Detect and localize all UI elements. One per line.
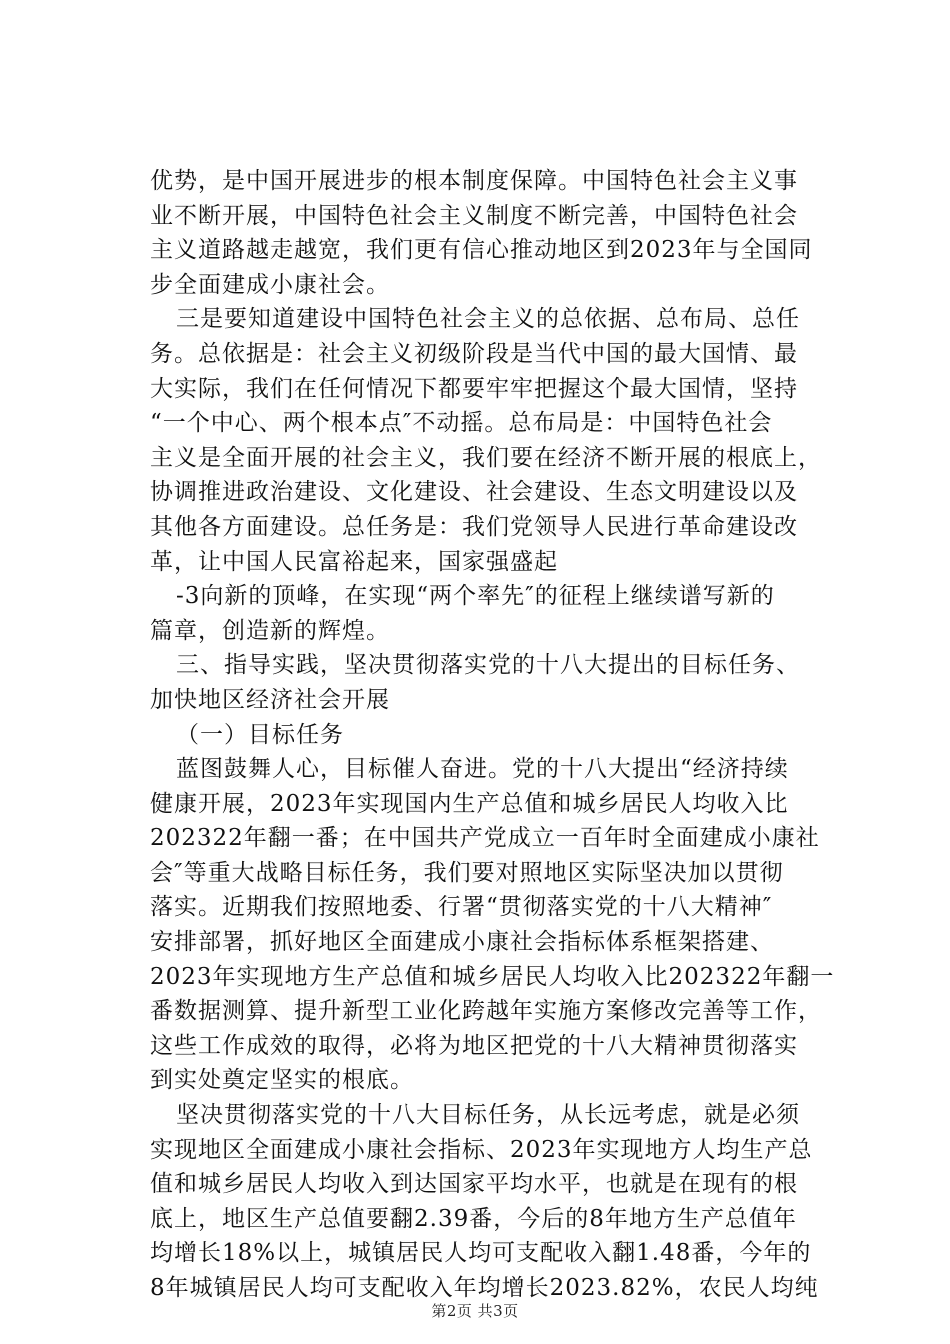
document-body: [150, 164, 835, 1306]
text-line: 革，让中国人民富裕起来，国家强盛起: [150, 548, 558, 575]
text-line: 协调推进政治建设、文化建设、社会建设、生态文明建设以及: [150, 479, 798, 506]
text-line: 落实。近期我们按照地委、行署“贯彻落实党的十八大精神″: [150, 894, 773, 921]
text-line: 其他各方面建设。总任务是：我们党领导人民进行革命建设改: [150, 513, 798, 540]
text-line: 值和城乡居民人均收入到达国家平均水平，也就是在现有的根: [150, 1171, 798, 1198]
text-line: 番数据测算、提升新型工业化跨越年实施方案修改完善等工作，: [150, 998, 822, 1025]
text-line: 均增长18%以上，城镇居民人均可支配收入翻1.48番，今年的: [150, 1240, 812, 1267]
text-line: 到实处奠定坚实的根底。: [150, 1067, 414, 1094]
text-line: 底上，地区生产总值要翻2.39番，今后的8年地方生产总值年: [150, 1205, 797, 1232]
text-line: 这些工作成效的取得，必将为地区把党的十八大精神贯彻落实: [150, 1032, 798, 1059]
text-line: 8年城镇居民人均可支配收入年均增长2023.82%，农民人均纯: [150, 1275, 819, 1301]
text-line: 主义是全面开展的社会主义，我们要在经济不断开展的根底上，: [150, 444, 822, 471]
text-line: 202322年翻一番；在中国共产党成立一百年时全面建成小康社: [150, 825, 820, 852]
section-heading: 三、指导实践，坚决贯彻落实党的十八大提出的目标任务、: [176, 652, 800, 679]
text-line: 大实际，我们在任何情况下都要牢牢把握这个最大国情，坚持: [150, 375, 798, 402]
text-line: 蓝图鼓舞人心，目标催人奋进。党的十八大提出“经济持续: [176, 756, 789, 783]
text-line: 业不断开展，中国特色社会主义制度不断完善，中国特色社会: [150, 202, 798, 229]
text-line: 三是要知道建设中国特色社会主义的总依据、总布局、总任: [176, 306, 800, 333]
text-line: “一个中心、两个根本点″不动摇。总布局是：中国特色社会: [150, 410, 773, 437]
text-line: 主义道路越走越宽，我们更有信心推动地区到2023年与全国同: [150, 237, 813, 264]
text-line: 步全面建成小康社会。: [150, 271, 390, 298]
text-line: 优势，是中国开展进步的根本制度保障。中国特色社会主义事: [150, 168, 798, 194]
subsection-heading: （一）目标任务: [176, 721, 344, 748]
text-line: 会″等重大战略目标任务，我们要对照地区实际坚决加以贯彻: [150, 859, 784, 886]
text-line: -3向新的顶峰，在实现“两个率先″的征程上继续谱写新的: [176, 583, 775, 610]
text-line: 篇章，创造新的辉煌。: [150, 617, 390, 644]
text-line: 务。总依据是：社会主义初级阶段是当代中国的最大国情、最: [150, 340, 798, 367]
text-line: 实现地区全面建成小康社会指标、2023年实现地方人均生产总: [150, 1136, 813, 1163]
text-line: 2023年实现地方生产总值和城乡居民人均收入比202322年翻一: [150, 963, 835, 990]
page-number-footer: 第2页 共3页: [431, 1302, 519, 1320]
text-line: 安排部署，抓好地区全面建成小康社会指标体系框架搭建、: [150, 929, 774, 956]
text-line: 坚决贯彻落实党的十八大目标任务，从长远考虑，就是必须: [176, 1102, 800, 1129]
section-heading: 加快地区经济社会开展: [150, 686, 390, 713]
text-line: 健康开展，2023年实现国内生产总值和城乡居民人均收入比: [150, 790, 789, 817]
